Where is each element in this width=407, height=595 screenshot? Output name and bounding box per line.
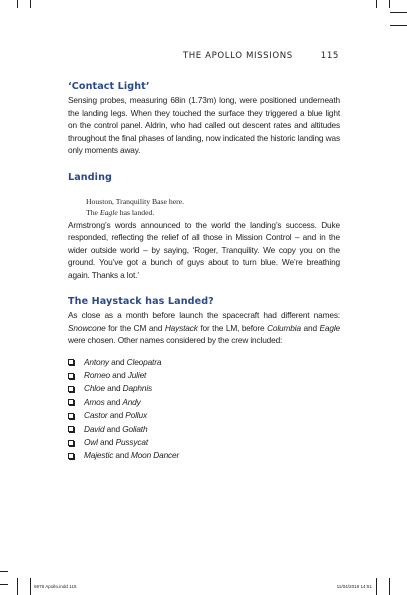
- names-checklist: [68, 356, 340, 463]
- quote-emphasis: Eagle: [99, 208, 118, 217]
- name-b: Moon Dancer: [130, 450, 180, 461]
- crop-mark: [390, 12, 407, 13]
- conjunction: and: [106, 396, 121, 407]
- item-text: [84, 423, 147, 436]
- crop-mark: [0, 571, 8, 572]
- item-text: [84, 409, 147, 422]
- list-item: [68, 423, 340, 436]
- page-content: [68, 80, 340, 463]
- section-heading: ‘Contact Light’: [68, 81, 150, 92]
- crop-mark: [376, 0, 377, 8]
- quote-line: Houston, Tranquility Base here.: [86, 196, 185, 206]
- text-run: As close as a month before launch the spacecraft had different names:: [68, 310, 340, 320]
- text-run: were chosen. Other names considered by the crew included:: [68, 335, 283, 345]
- section-heading: The Haystack has Landed?: [68, 296, 214, 307]
- text-emphasis: Columbia: [267, 322, 301, 333]
- item-text: [84, 396, 141, 409]
- section-heading: Landing: [68, 171, 112, 183]
- crop-mark: [389, 0, 390, 8]
- quote-line: [86, 207, 340, 219]
- paragraph: Sensing probes, measuring 68in (1.73m) long, were positioned underneath the landing legs. When they touched the surface they triggered a blue light on the control panel. Aldrin, who had called out descent rates and altitudes throughout the final phases of landing, now indicated the historic landing was only moments away.: [68, 95, 340, 155]
- list-item: [68, 449, 340, 462]
- name-a: Amos: [84, 396, 105, 407]
- checkbox-icon: [68, 440, 74, 446]
- conjunction: and: [107, 383, 121, 394]
- section-contact-light: [68, 80, 340, 157]
- checkbox-icon: [68, 453, 74, 459]
- item-text: [84, 369, 146, 382]
- name-a: Chloe: [84, 383, 105, 394]
- name-b: Pussycat: [115, 436, 149, 447]
- crop-mark: [30, 578, 31, 595]
- conjunction: and: [111, 356, 125, 367]
- conjunction: and: [115, 450, 129, 461]
- paragraph: Armstrong’s words announced to the world the landing’s success. Duke responded, reflecting the relief of all those in Mission Control – and in the wider outside world – by saying, ‘Roger, Tranquility. We copy you on the ground. You’ve got a bunch of guys about to turn blue. We’re breathing again. Thanks a lot.’: [68, 219, 340, 280]
- item-text: [84, 382, 152, 395]
- checkbox-icon: [68, 413, 74, 419]
- paragraph: [68, 309, 340, 347]
- name-a: Castor: [84, 410, 108, 421]
- item-text: [84, 449, 179, 462]
- name-a: Owl: [84, 436, 98, 447]
- item-text: [84, 436, 148, 449]
- crop-mark: [389, 578, 390, 595]
- quote-text: has landed.: [117, 208, 155, 217]
- conjunction: and: [109, 410, 124, 421]
- name-a: Antony: [84, 356, 109, 367]
- list-item: [68, 356, 340, 369]
- crop-mark: [17, 578, 18, 595]
- name-b: Juliet: [127, 369, 147, 380]
- running-header: [68, 51, 339, 61]
- running-title: THE APOLLO MISSIONS: [182, 51, 293, 61]
- crop-mark: [390, 25, 407, 26]
- page-number: 115: [320, 51, 339, 61]
- crop-mark: [17, 0, 18, 8]
- crop-mark: [376, 578, 377, 595]
- name-a: Romeo: [84, 369, 110, 380]
- block-quote: [86, 196, 340, 219]
- checkbox-icon: [68, 399, 74, 405]
- slug-timestamp: 11/04/2019 14:51: [336, 584, 372, 589]
- checkbox-icon: [68, 359, 74, 365]
- checkbox-icon: [68, 386, 74, 392]
- text-emphasis: Snowcone: [68, 322, 106, 333]
- text-emphasis: Haystack: [164, 322, 198, 333]
- text-run: for the LM, before: [197, 322, 268, 333]
- slug-file-info: 6978 Apollo.indd 115: [34, 584, 77, 589]
- list-item: [68, 369, 340, 382]
- name-a: David: [84, 423, 105, 434]
- name-b: Pollux: [125, 410, 147, 421]
- name-a: Majestic: [84, 450, 114, 461]
- name-b: Cleopatra: [126, 356, 162, 367]
- list-item: [68, 409, 340, 422]
- conjunction: and: [106, 423, 121, 434]
- item-text: [84, 356, 161, 369]
- list-item: [68, 396, 340, 409]
- name-b: Andy: [122, 396, 141, 407]
- checkbox-icon: [68, 373, 74, 379]
- conjunction: and: [112, 369, 126, 380]
- text-run: and: [300, 322, 320, 333]
- name-b: Daphnis: [122, 383, 153, 394]
- list-item: [68, 382, 340, 395]
- section-haystack: [68, 295, 340, 463]
- list-item: [68, 436, 340, 449]
- text-run: for the CM and: [105, 322, 165, 333]
- section-landing: [68, 171, 340, 282]
- text-emphasis: Eagle: [319, 322, 340, 333]
- quote-text: The: [86, 208, 100, 217]
- conjunction: and: [100, 436, 114, 447]
- checkbox-icon: [68, 426, 74, 432]
- name-b: Goliath: [122, 423, 148, 434]
- crop-mark: [30, 0, 31, 8]
- crop-mark: [0, 584, 8, 585]
